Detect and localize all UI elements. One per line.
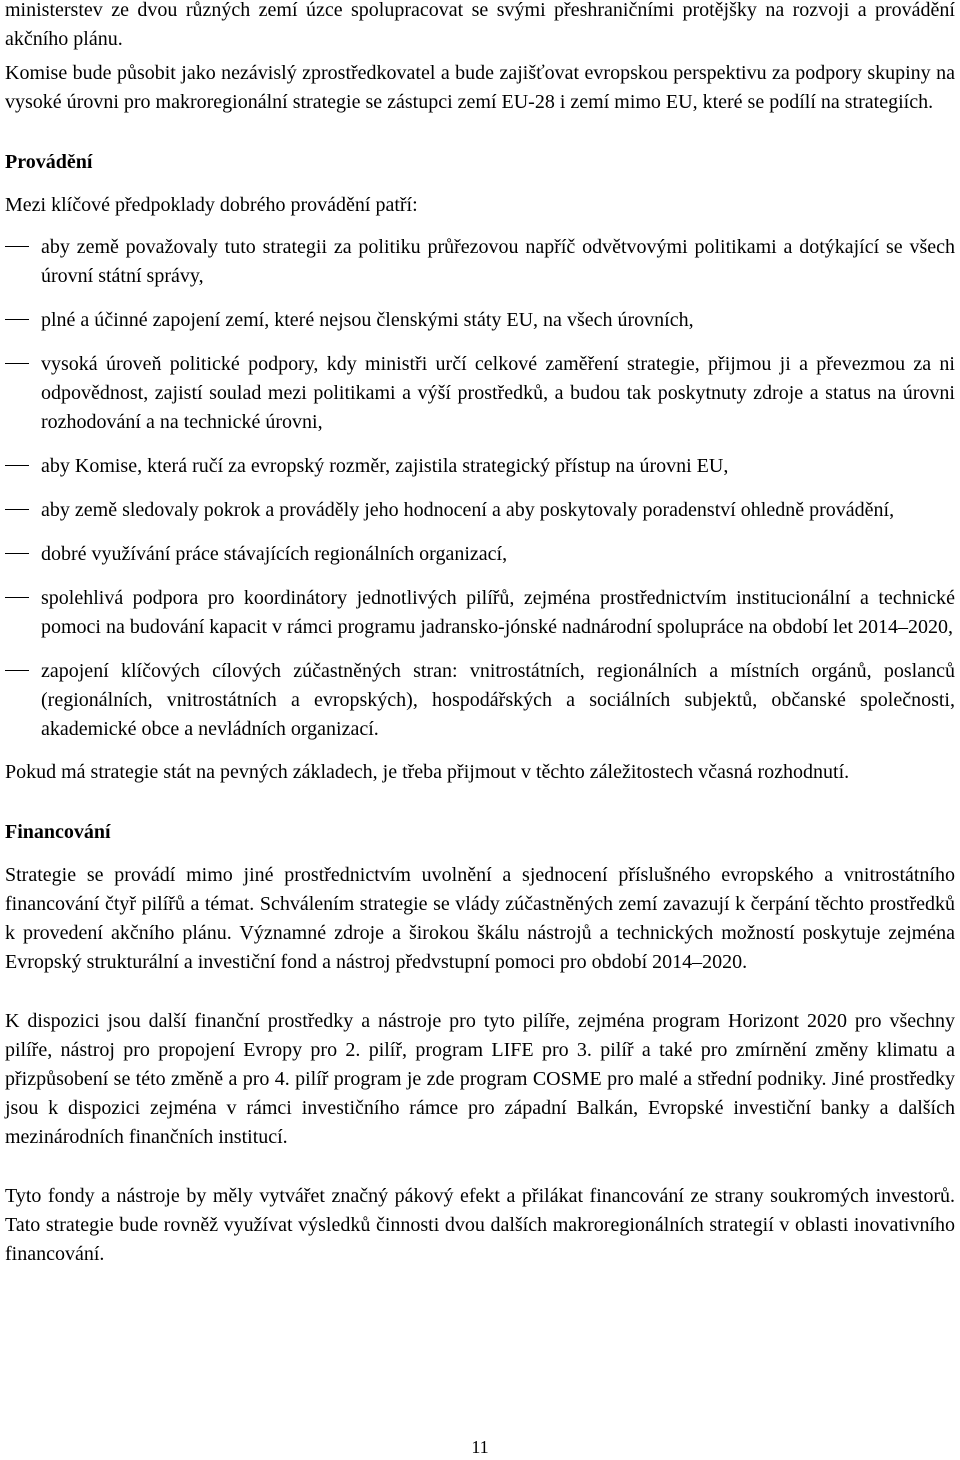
financovani-paragraph-3: Tyto fondy a nástroje by měly vytvářet značný pákový efekt a přilákat financování ze strany soukromých investorů. Tato strategie bude rovněž využívat výsledků činnosti dvou dalších makroregionálních strategií v oblasti inovativního financování. xyxy=(5,1185,955,1265)
dash-bullet-icon xyxy=(5,509,29,510)
list-item xyxy=(5,306,955,335)
list-item xyxy=(5,657,955,744)
dash-bullet-icon xyxy=(5,246,29,247)
list-item xyxy=(5,584,955,642)
document-page xyxy=(5,0,955,1269)
dash-bullet-icon xyxy=(5,597,29,598)
dash-bullet-icon xyxy=(5,319,29,320)
provadeni-closing-paragraph: Pokud má strategie stát na pevných základech, je třeba přijmout v těchto záležitostech včasná rozhodnutí. xyxy=(5,761,850,783)
list-item xyxy=(5,496,955,525)
list-item xyxy=(5,452,955,481)
dash-bullet-icon xyxy=(5,670,29,671)
financovani-paragraph-2: K dispozici jsou další finanční prostředky a nástroje pro tyto pilíře, zejména program Horizont 2020 pro všechny pilíře, nástroj pro propojení Evropy pro 2. pilíř, program LIFE pro 3. pilíř a také pro zmírnění změny klimatu a přizpůsobení se této změně a pro 4. pilíř program je zde program COSME pro malé a střední podniky. Jiné prostředky jsou k dispozici zejména v rámci investičního rámce pro západní Balkán, Evropské investiční banky a dalších mezinárodních finančních institucí. xyxy=(5,1010,955,1148)
dash-bullet-icon xyxy=(5,363,29,364)
section-heading-financovani: Financování xyxy=(5,821,111,843)
dash-bullet-icon xyxy=(5,553,29,554)
list-item-text: spolehlivá podpora pro koordinátory jednotlivých pilířů, zejména prostřednictvím institucionální a technické pomoci na budování kapacit v rámci programu jadransko-jónské nadnárodní spolupráce na období let 2014–2020, xyxy=(41,587,955,638)
list-item xyxy=(5,233,955,291)
list-item-text: plné a účinné zapojení zemí, které nejsou členskými státy EU, na všech úrovních, xyxy=(41,309,694,331)
dash-bullet-icon xyxy=(5,465,29,466)
list-item xyxy=(5,540,955,569)
list-item-text: dobré využívání práce stávajících regionálních organizací, xyxy=(41,543,508,565)
list-item-text: aby země sledovaly pokrok a prováděly jeho hodnocení a aby poskytovaly poradenství ohledně provádění, xyxy=(41,499,895,521)
prerequisites-list xyxy=(5,233,955,744)
list-item xyxy=(5,350,955,437)
intro-paragraph-1: ministerstev ze dvou různých zemí úzce spolupracovat se svými přeshraničními protějšky na rozvoji a provádění akčního plánu. xyxy=(5,0,955,50)
list-item-text: vysoká úroveň politické podpory, kdy ministři určí celkové zaměření strategie, přijmou ji a převezmou za ni odpovědnost, zajistí soulad mezi politikami a výší prostředků, a budou tak poskytnuty zdroje a status na úrovni rozhodování a na technické úrovni, xyxy=(41,353,955,433)
financovani-paragraph-1: Strategie se provádí mimo jiné prostřednictvím uvolnění a sjednocení příslušného evropského a vnitrostátního financování čtyř pilířů a témat. Schválením strategie se vlády zúčastněných zemí zavazují k čerpání těchto prostředků k provedení akčního plánu. Významné zdroje a širokou škálu nástrojů a technických možností poskytuje zejména Evropský strukturální a investiční fond a nástroj předvstupní pomoci pro období 2014–2020. xyxy=(5,864,955,973)
list-item-text: aby Komise, která ručí za evropský rozměr, zajistila strategický přístup na úrovni EU, xyxy=(41,455,729,477)
section-heading-provadeni: Provádění xyxy=(5,151,93,173)
provadeni-lead-paragraph: Mezi klíčové předpoklady dobrého provádění patří: xyxy=(5,194,418,216)
intro-paragraph-2: Komise bude působit jako nezávislý zprostředkovatel a bude zajišťovat evropskou perspektivu za podpory skupiny na vysoké úrovni pro makroregionální strategie se zástupci zemí EU-28 i zemí mimo EU, které se podílí na strategiích. xyxy=(5,62,955,113)
list-item-text: zapojení klíčových cílových zúčastněných stran: vnitrostátních, regionálních a místních orgánů, poslanců (regionálních, vnitrostátních a evropských), hospodářských a sociálních subjektů, občanské společnosti, akademické obce a nevládních organizací. xyxy=(41,660,955,740)
page-number: 11 xyxy=(471,1437,489,1457)
list-item-text: aby země považovaly tuto strategii za politiku průřezovou napříč odvětvovými politikami a dotýkající se všech úrovní státní správy, xyxy=(41,236,955,287)
